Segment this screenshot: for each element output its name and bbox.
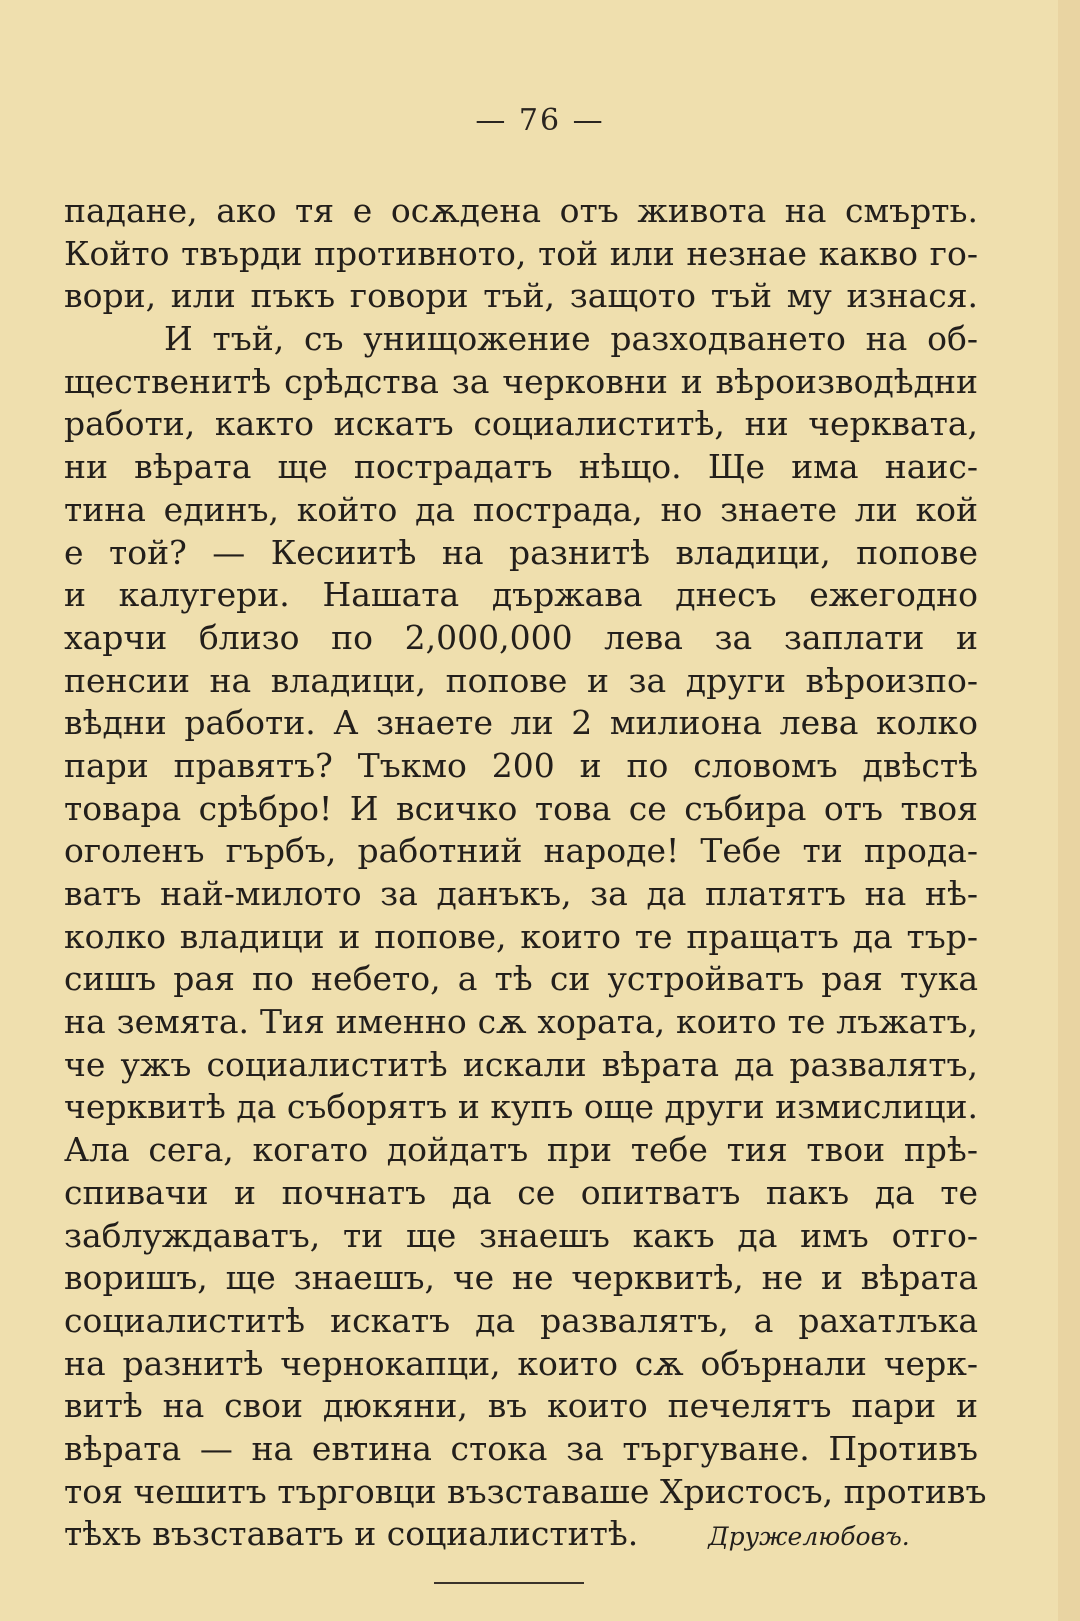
text-line: падане, ако тя е осѫдена отъ живота на смърть. — [64, 191, 978, 230]
text-line: ни вѣрата ще пострадатъ нѣщо. Ще има наис- — [64, 447, 978, 487]
text-line: тина единъ, който да пострада, но знаете ли кой — [64, 489, 978, 529]
text-line: харчи близо по 2,000,000 лева за заплати и — [64, 617, 978, 657]
text-line: сишъ рая по небето, а тѣ си устройватъ рая тука — [64, 959, 978, 999]
final-line-text: тѣхъ възставатъ и социалиститѣ. — [64, 1514, 639, 1554]
text-line: пари правятъ? Тъкмо 200 и по словомъ двѣстѣ — [64, 745, 978, 785]
text-line: пенсии на владици, попове и за други вѣроизпо- — [64, 660, 978, 700]
text-line: е той? — Кесиитѣ на разнитѣ владици, попове — [64, 532, 978, 572]
end-rule — [434, 1582, 584, 1584]
text-line: оголенъ гърбъ, работний народе! Тебе ти прода- — [64, 831, 978, 871]
page-number: — 76 — — [475, 103, 605, 138]
body-text — [64, 190, 987, 1556]
text-line: работи, както искатъ социалиститѣ, ни черквата, — [64, 404, 978, 444]
text-line: Ала сега, когато дойдатъ при тебе тия твои прѣ- — [64, 1130, 978, 1170]
text-line: заблуждаватъ, ти ще знаешъ какъ да имъ отго- — [64, 1215, 978, 1255]
text-line: черквитѣ да съборятъ и купъ още други измислици. — [64, 1087, 978, 1127]
text-line: воришъ, ще знаешъ, че не черквитѣ, не и вѣрата — [64, 1258, 978, 1298]
text-line: ватъ най-милото за данъкъ, за да платятъ на нѣ- — [64, 874, 978, 913]
text-line: витѣ на свои дюкяни, въ които печелятъ пари и — [64, 1386, 978, 1426]
text-line: спивачи и почнатъ да се опитватъ пакъ да те — [64, 1172, 978, 1212]
author-signature: Дружелюбовъ. — [708, 1522, 910, 1552]
text-line: на разнитѣ чернокапци, които сѫ обърнали черк- — [64, 1343, 978, 1383]
text-line: колко владици и попове, които те пращатъ да тър- — [64, 916, 978, 956]
text-line: и калугери. Нашата държава днесъ ежегодно — [64, 575, 978, 615]
page-edge — [1058, 0, 1080, 1621]
text-line: вори, или пъкъ говори тъй, защото тъй му изнася. — [64, 276, 978, 316]
text-line: вѣрата — на евтина стока за търгуване. Противъ — [64, 1428, 978, 1468]
text-line: вѣдни работи. А знаете ли 2 милиона лева колко — [64, 703, 978, 743]
text-line-final — [64, 1513, 978, 1556]
text-line: товара срѣбро! И всичко това се събира отъ твоя — [64, 788, 978, 828]
text-line: тоя чешитъ търговци възставаше Христосъ, противъ — [64, 1471, 987, 1511]
text-line: щественитѣ срѣдства за черковни и вѣроизводѣдни — [64, 361, 978, 401]
text-line: Който твърди противното, той или незнае какво го- — [64, 233, 978, 273]
text-line-paragraph-start: И тъй, съ унищожение разходването на об- — [164, 319, 978, 359]
text-line: социалиститѣ искатъ да развалятъ, а рахатлъка — [64, 1300, 978, 1340]
text-line: че ужъ социалиститѣ искали вѣрата да развалятъ, — [64, 1044, 978, 1084]
text-line: на земята. Тия именно сѫ хората, които те лъжатъ, — [64, 1002, 978, 1042]
